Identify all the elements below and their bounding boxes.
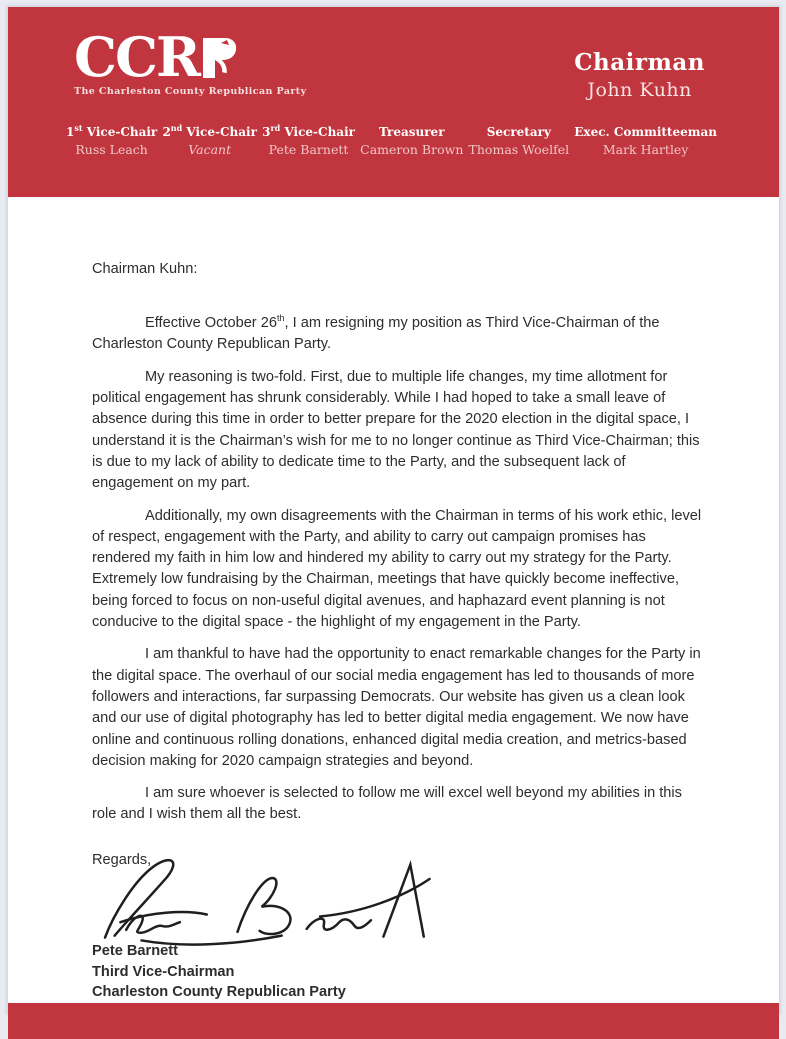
officer-name: Mark Hartley [602, 142, 689, 157]
chairman-name: John Kuhn [587, 79, 692, 101]
letter-page [7, 6, 780, 1014]
officers-row [8, 123, 779, 157]
signer-name: Pete Barnett [92, 942, 178, 959]
chairman-block [574, 49, 705, 101]
ccrp-logo [74, 25, 307, 98]
letter-body [8, 197, 779, 1003]
officer-treasurer [360, 123, 463, 157]
letterhead-top [8, 25, 779, 101]
paragraph-5: I am sure whoever is selected to follow me will excel well beyond my abilities in this role and I wish them all the best. [92, 785, 682, 823]
officer-second-vice-chair [162, 123, 256, 157]
officer-name: Vacant [188, 142, 232, 157]
signature-image [84, 855, 703, 939]
officer-title: 3rd Vice-Chair [262, 123, 355, 139]
officer-name: Pete Barnett [268, 142, 349, 157]
ccrp-logo-text [74, 25, 307, 89]
officer-title: Secretary [486, 125, 551, 139]
ccrp-logo-ccr: CCR [74, 25, 199, 89]
paragraph-1: Effective October 26th, I am resigning my position as Third Vice-Chairman of the Charleston County Republican Party. [92, 313, 660, 353]
officer-secretary [469, 123, 570, 157]
officer-name: Russ Leach [75, 142, 148, 157]
officer-title: Treasurer [378, 125, 445, 139]
paragraph-3: Additionally, my own disagreements with the Chairman in terms of his work ethic, level of respect, engagement with the Party, and ability to carry out campaign promises has rendered my faith in him low and hindered my ability to carry out my strategy for the Party. Extremely low fundraising by the Chairman, meetings that have quickly become ineffective, being forced to focus on non-useful digital avenues, and haphazard event planning is not conducive to the digital space - the highlight of my engagement in the Party. [92, 507, 702, 631]
closing: Regards, [92, 851, 152, 868]
footer-red-bar [8, 1003, 779, 1039]
ccrp-tagline: The Charleston County Republican Party [74, 86, 307, 98]
chairman-label: Chairman [574, 49, 705, 76]
officer-third-vice-chair [262, 123, 355, 157]
paragraph-2: My reasoning is two-fold. First, due to multiple life changes, my time allotment for political engagement has shrunk considerably. While I had hoped to take a small leave of absence during this time in order to better prepare for the 2020 election in the digital space, I understand it is the Chairman’s wish for me to no longer continue as Third Vice-Chairman; this is due to my lack of ability to dedicate time to the Party, and the subsequent lack of engagement on my part. [92, 368, 700, 492]
paragraph-4: I am thankful to have had the opportunity to enact remarkable changes for the Party in the digital space. The overhaul of our social media engagement has led to thousands of more followers and interactions, far surpassing Democrats. Our website has given us a clean look and our use of digital photography has led to better digital media engagement. We now have online and continuous rolling donations, enhanced digital media creation, and metrics-based decision making for 2020 campaign strategies and beyond. [92, 646, 701, 769]
signer-org: Charleston County Republican Party [92, 984, 346, 1001]
ordinal-superscript: th [276, 313, 285, 324]
salutation: Chairman Kuhn: [92, 261, 198, 277]
officer-name: Thomas Woelfel [468, 142, 570, 157]
officer-title: 1st Vice-Chair [66, 123, 158, 139]
signature-block [92, 941, 703, 1003]
officer-name: Cameron Brown [360, 142, 464, 157]
officer-first-vice-chair [66, 123, 157, 157]
elephant-p-icon [201, 37, 237, 79]
officer-title: 2nd Vice-Chair [162, 123, 257, 139]
letterhead [8, 7, 779, 197]
signer-title: Third Vice-Chairman [92, 963, 235, 980]
officer-title: Exec. Committeeman [574, 125, 717, 139]
officer-exec-committeeman [574, 123, 717, 157]
